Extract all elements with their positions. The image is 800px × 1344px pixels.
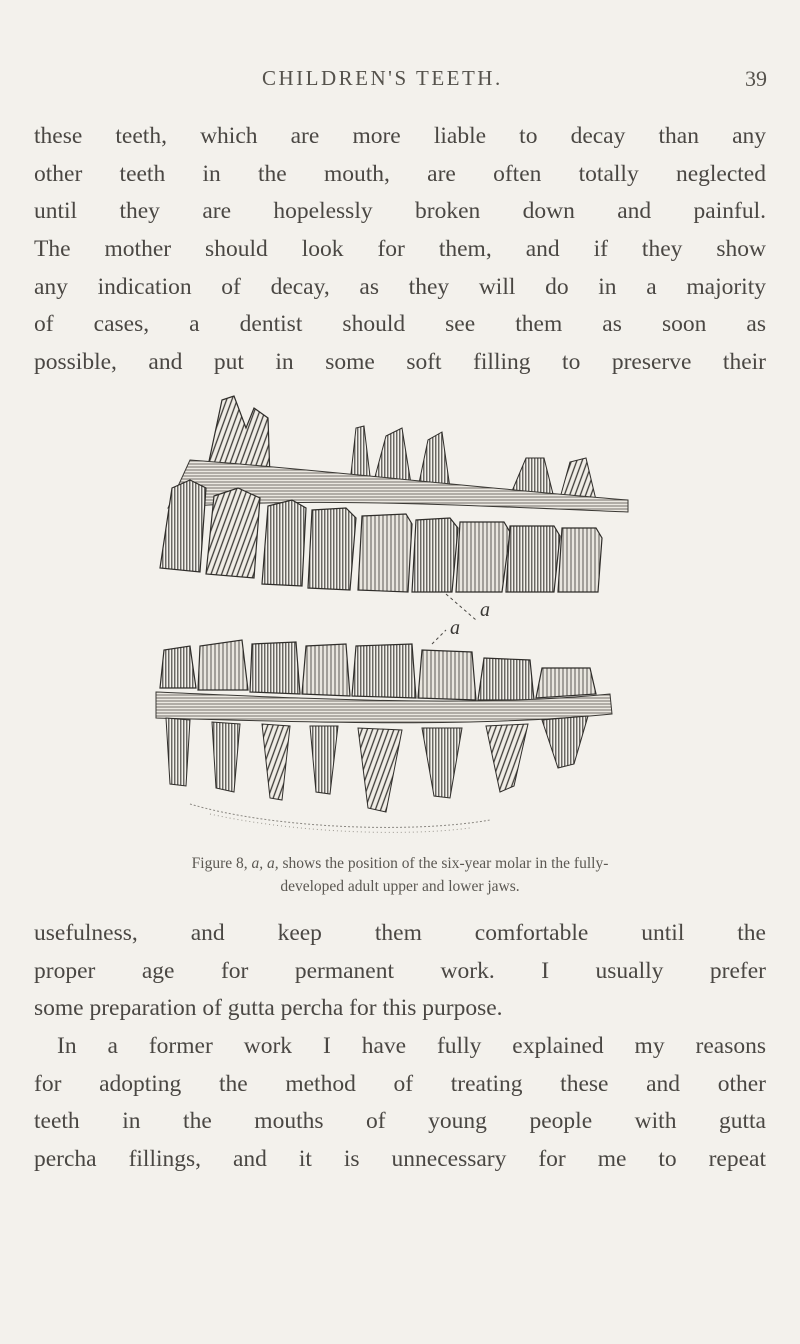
text-line: other teeth in the mouth, are often totally neglected	[34, 160, 766, 187]
upper-jaw-drawing	[160, 396, 628, 620]
caption-line-2: developed adult upper and lower jaws.	[280, 878, 520, 895]
figure-caption	[80, 852, 720, 898]
caption-rest: shows the position of the six-year molar in the fully-	[278, 855, 609, 872]
text-line: until they are hopelessly broken down and painful.	[34, 198, 766, 225]
text-line: In a former work I have fully explained my reasons	[57, 1033, 766, 1060]
caption-italic-labels: a, a,	[251, 855, 279, 872]
paragraph-2	[34, 915, 766, 1179]
page-number: 39	[745, 66, 767, 91]
jaw-illustration	[150, 388, 630, 836]
text-line: any indication of decay, as they will do in a majority	[34, 273, 766, 300]
text-line: teeth in the mouths of young people with gutta	[34, 1108, 766, 1135]
text-line: percha fillings, and it is unnecessary for me to repeat	[34, 1146, 766, 1173]
running-head-title: CHILDREN'S TEETH.	[262, 66, 503, 90]
text-line: for adopting the method of treating these and other	[34, 1070, 766, 1097]
text-line: possible, and put in some soft filling to preserve their	[34, 349, 766, 376]
running-head	[0, 66, 800, 106]
text-line: usefulness, and keep them comfortable until the	[34, 920, 766, 946]
text-line: of cases, a dentist should see them as soon as	[34, 311, 766, 338]
caption-prefix: Figure 8,	[191, 855, 252, 872]
figure-label-a-upper: a	[480, 599, 490, 621]
text-line: some preparation of gutta percha for this purpose.	[34, 995, 503, 1022]
text-line: proper age for permanent work. I usually prefer	[34, 957, 766, 984]
caption-line-1	[80, 852, 720, 875]
lower-jaw-drawing	[156, 640, 612, 832]
text-line: these teeth, which are more liable to decay than any	[34, 123, 766, 149]
figure-label-a-lower: a	[450, 617, 460, 639]
paragraph-1	[34, 118, 766, 382]
text-line: The mother should look for them, and if they show	[34, 236, 766, 263]
